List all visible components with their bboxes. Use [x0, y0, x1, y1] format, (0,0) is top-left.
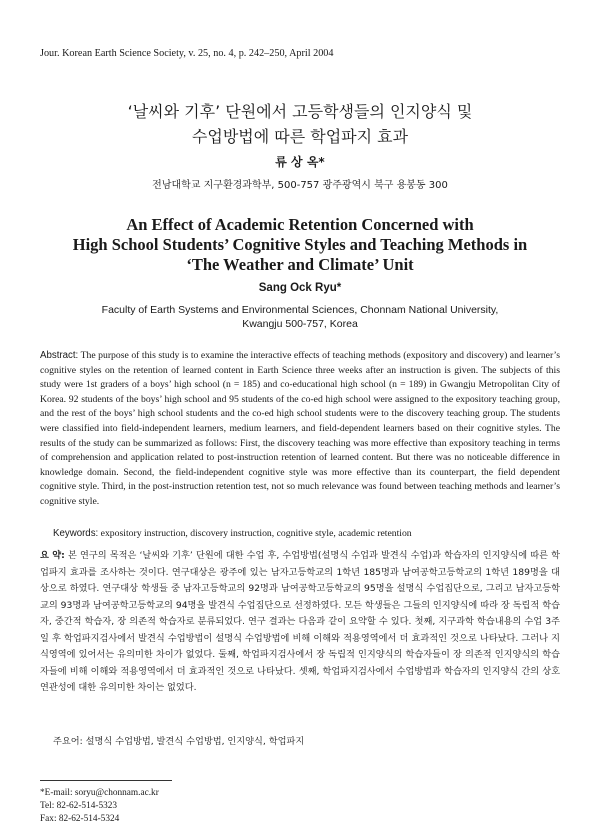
korean-abstract-label: 요 약:: [40, 550, 65, 561]
english-abstract: [40, 349, 560, 510]
abstract-label: Abstract:: [40, 350, 79, 361]
footnote-divider: [40, 780, 172, 781]
english-author: Sang Ock Ryu*: [258, 282, 342, 294]
korean-keywords-text: 설명식 수업방법, 발견식 수업방법, 인지양식, 학업파지: [85, 736, 305, 747]
english-affiliation-line-1: Faculty of Earth Systems and Environmental Sciences, Chonnam National University,: [101, 304, 499, 316]
keywords-label: Keywords:: [53, 528, 99, 539]
korean-title: [0, 99, 600, 149]
keywords-text: expository instruction, discovery instruction, cognitive style, academic retention: [100, 528, 412, 539]
korean-title-line-1: ‘날씨와 기후’ 단원에서 고등학생들의 인지양식 및: [127, 102, 473, 121]
english-affiliation: [0, 303, 600, 331]
korean-abstract: [40, 548, 560, 697]
english-affiliation-line-2: Kwangju 500-757, Korea: [242, 318, 358, 330]
english-title-line-1: An Effect of Academic Retention Concerned with: [126, 215, 474, 234]
korean-abstract-text: 본 연구의 목적은 ‘날씨와 기후’ 단원에 대한 수업 후, 수업방법(설명식 수업과 발견식 수업)과 학습자의 인지양식에 따른 학업파지 효과를 조사하는 것이다. 연구대상은 광주에 있는 남자고등학교의 1학년 185명과 남여공학고등학교의 1학년 189명을 대상으로 하였다. 연구대상 학생들 중 남자고등학교의 92명과 남여공학고등학교의 95명을 설명식 수업집단으로, 그리고 남자고등학교의 93명과 남여공학고등학교의 94명을 발견식 수업집단으로 선정하였다. 모든 학생들은 그들의 인지양식에 따라 장 독립적 학습자, 중간적 학습자, 장 의존적 학습자로 분류되었다. 연구 결과는 다음과 같이 요약할 수 있다. 첫째, 지구과학 학습내용의 수업 3주일 후 학업파지검사에서 발견식 수업방법이 설명식 수업방법에 비해 이해와 적용영역에서 더 효과적인 것으로 나타났다. 그러나 지식영역에 있어서는 유의미한 차이가 없었다. 둘째, 학업파지검사에서 장 독립적 인지양식의 학습자들이 장 의존적 인지양식의 학습자들에 비해 이해와 적용영역에서 더 효과적인 것으로 나타났다. 셋째, 학업파지검사에서 수업방법과 학습자의 인지양식 간의 상호연관성에 대한 유의미한 차이는 없었다.: [40, 550, 561, 693]
journal-reference: Jour. Korean Earth Science Society, v. 25, no. 4, p. 242–250, April 2004: [40, 48, 334, 59]
footnotes: [40, 787, 159, 826]
footnote-email: *E-mail: soryu@chonnam.ac.kr: [40, 788, 159, 798]
korean-keywords: [53, 733, 560, 747]
english-title-line-2: High School Students’ Cognitive Styles and Teaching Methods in: [72, 235, 528, 254]
abstract-text: The purpose of this study is to examine the interactive effects of teaching methods (expository and discovery) and learner’s cognitive styles on the retention of learned content in Earth Science three weeks after an instruction is given. The subjects of this study were 1st graders of a boys’ high school (n = 185) and co-educational high school (n = 189) in Gwangju Metropolitan City of Korea. 92 students of the boys’ high school and 95 students of the co-ed high school were assigned to the expository teaching group, and the rest of the boys’ high school students and the co-ed high school students were to the discovery teaching group. The students were classified into field-independent learners, medium learners, and field-dependent learners based on their cognitive styles. The results of the study can be summarized as follows: First, the discovery teaching was more effective than expository teaching in terms of comprehension and application related to post-instruction retention of learned content. But there was no noticeable difference in knowledge domain. Second, the field-independent cognitive style was more effective than its counterpart, the field dependent cognitive style. Third, in the post-instruction retention test, not so much relevance was found between teaching methods and learner’s cognitive style.: [40, 350, 561, 507]
footnote-fax: Fax: 82-62-514-5324: [40, 814, 120, 824]
english-title-line-3: ‘The Weather and Climate’ Unit: [186, 255, 414, 274]
korean-keywords-label: 주요어:: [53, 736, 83, 747]
korean-title-line-2: 수업방법에 따른 학업파지 효과: [191, 127, 409, 146]
footnote-tel: Tel: 82-62-514-5323: [40, 801, 118, 811]
english-keywords: [53, 528, 560, 539]
english-title: [0, 215, 600, 275]
korean-affiliation: 전남대학교 지구환경과학부, 500-757 광주광역시 북구 용봉동 300: [152, 180, 448, 191]
korean-author: 류 상 옥*: [275, 155, 325, 169]
